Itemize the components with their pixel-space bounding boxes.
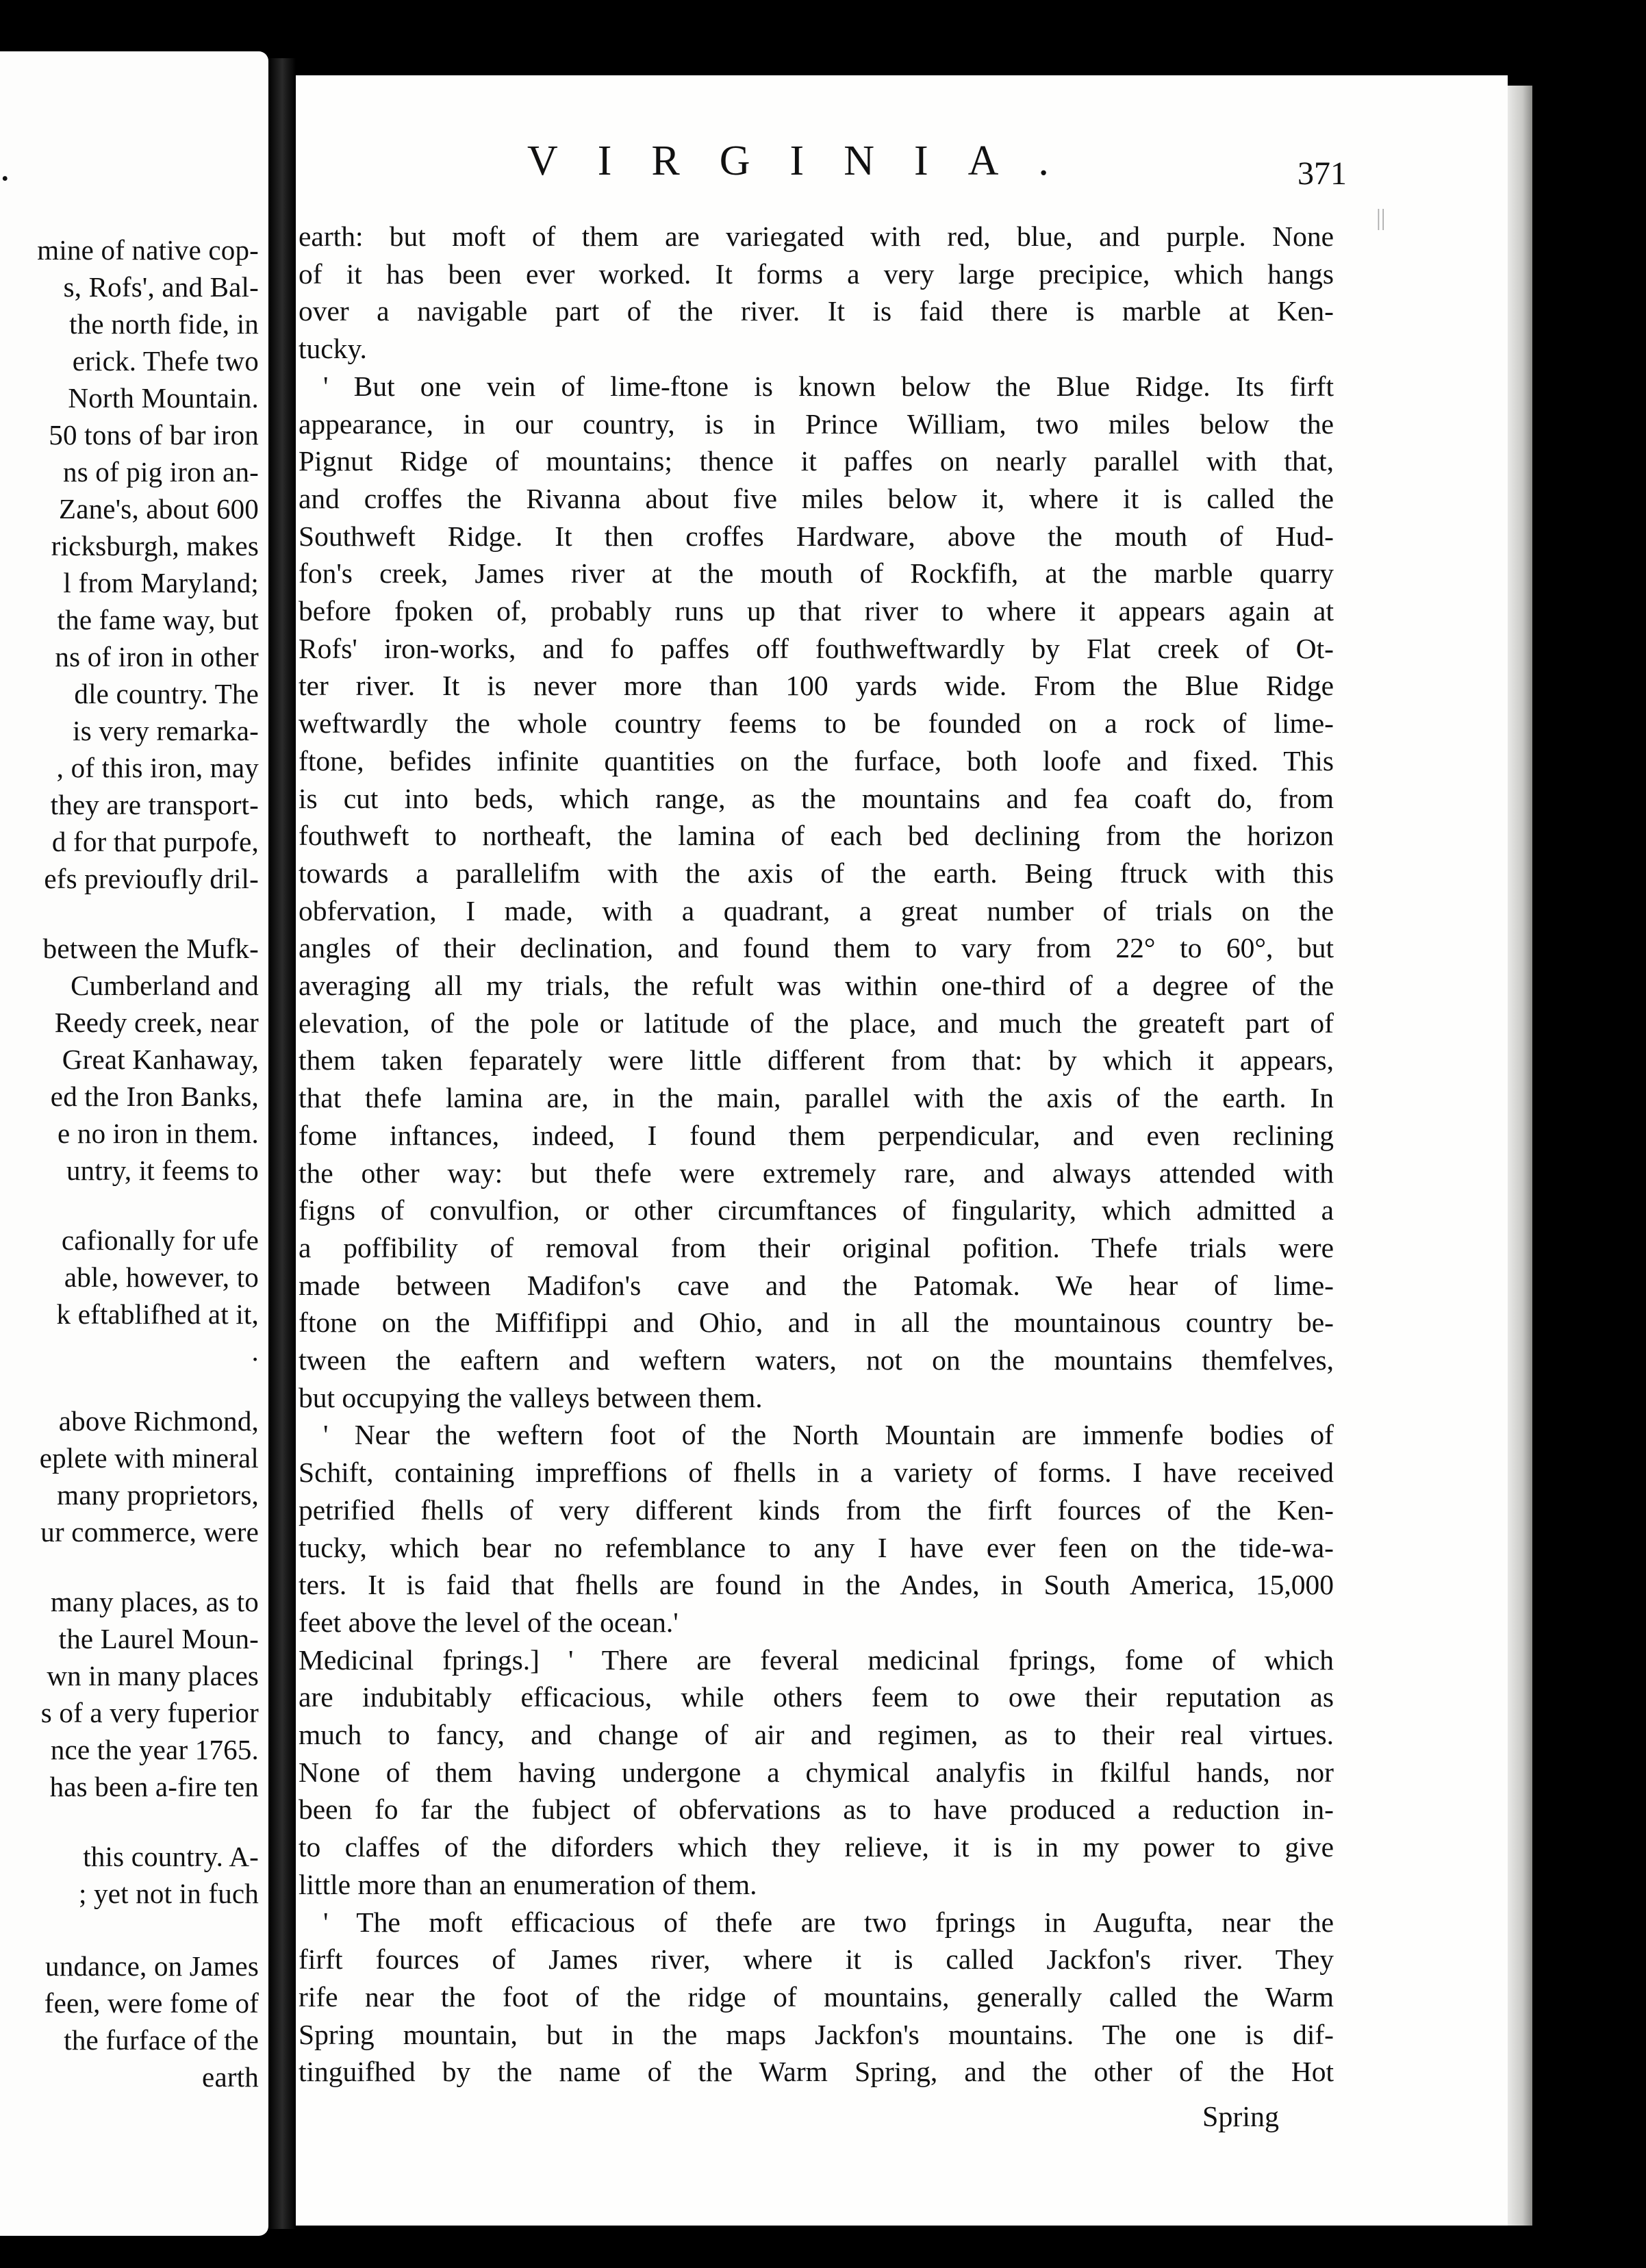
left-text-line: eplete with mineral: [39, 1442, 259, 1474]
body-text-line: much to fancy, and change of air and regimen, as to their real virtues.: [299, 1719, 1334, 1750]
left-text-line: .: [251, 1335, 259, 1367]
body-text-line: angles of their declination, and found them to vary from 22° to 60°, but: [299, 932, 1334, 963]
body-text-line: is cut into beds, which range, as the mountains and fea coaft do, from: [299, 783, 1334, 814]
body-text-line: ter river. It is never more than 100 yards wide. From the Blue Ridge: [299, 670, 1334, 701]
left-text-line: ed the Iron Banks,: [50, 1081, 259, 1112]
left-text-line: feen, were fome of: [44, 1987, 259, 2019]
left-text-line: ur commerce, were: [40, 1516, 259, 1548]
left-text-line: s of a very fuperior: [40, 1697, 259, 1728]
left-text-line: able, however, to: [64, 1261, 259, 1293]
body-text-line: ters. It is faid that fhells are found in the Andes, in South America, 15,000: [299, 1569, 1334, 1600]
left-page: [0, 51, 268, 2236]
body-text-line: Spring mountain, but in the maps Jackfon's mountains. The one is dif-: [299, 2019, 1334, 2050]
left-text-line: Cumberland and: [71, 970, 259, 1001]
left-text-line: s, Rofs', and Bal-: [63, 271, 259, 303]
body-text-line: petrified fhells of very different kinds from the firft fources of the Ken-: [299, 1494, 1334, 1526]
body-text-line: are indubitably efficacious, while others feem to owe their reputation as: [299, 1681, 1334, 1713]
catchword: Spring: [1202, 2102, 1280, 2133]
body-text-line: a poffibility of removal from their original pofition. Thefe trials were: [299, 1232, 1334, 1263]
page-number: 371: [1297, 155, 1347, 192]
body-text-line: them taken feparately were little different from that: by which it appears,: [299, 1044, 1334, 1076]
body-text-line: Rofs' iron-works, and fo paffes off fouthweftwardly by Flat creek of Ot-: [299, 633, 1334, 664]
body-text-line: tucky.: [299, 333, 367, 364]
body-text-line: firft fources of James river, where it is called Jackfon's river. They: [299, 1943, 1334, 1975]
left-text-line: , of this iron, may: [56, 752, 259, 783]
body-text-line: ' Near the weftern foot of the North Mountain are immenfe bodies of: [323, 1419, 1334, 1450]
body-text-line: that thefe lamina are, in the main, parallel with the axis of the earth. In: [299, 1082, 1334, 1113]
left-text-line: they are transport-: [50, 789, 259, 820]
body-text-line: ftone, befides infinite quantities on the furface, both loofe and fixed. This: [299, 745, 1334, 777]
body-text-line: the other way: but thefe were extremely rare, and always attended with: [299, 1157, 1334, 1189]
body-text-line: made between Madifon's cave and the Patomak. We hear of lime-: [299, 1270, 1334, 1301]
left-text-line: North Mountain.: [68, 382, 259, 414]
left-text-line: k eftablifhed at it,: [56, 1298, 259, 1330]
body-text-line: feet above the level of the ocean.': [299, 1606, 679, 1638]
left-text-line: Great Kanhaway,: [62, 1044, 259, 1075]
left-text-line: undance, on James: [45, 1950, 259, 1982]
body-text-line: appearance, in our country, is in Prince William, two miles below the: [299, 408, 1334, 440]
left-text-line: many proprietors,: [57, 1479, 259, 1511]
left-text-line: e no iron in them.: [58, 1118, 259, 1149]
body-text-line: averaging all my trials, the refult was within one-third of a degree of the: [299, 970, 1334, 1001]
left-text-line: wn in many places: [47, 1660, 259, 1691]
left-text-line: 50 tons of bar iron: [49, 419, 259, 451]
body-text-line: Pignut Ridge of mountains; thence it paffes on nearly parallel with that,: [299, 445, 1334, 477]
left-running-head-fragment: .: [0, 144, 10, 189]
left-text-line: between the Mufk-: [42, 933, 259, 964]
body-text-line: None of them having undergone a chymical analyfis in fkilful hands, nor: [299, 1756, 1334, 1788]
body-text-line: Schift, containing impreffions of fhells in a variety of forms. I have received: [299, 1457, 1334, 1488]
left-text-line: erick. Thefe two: [72, 345, 259, 377]
page-edge: [1508, 86, 1532, 2226]
body-text-line: figns of convulfion, or other circumftances of fingularity, which admitted a: [299, 1194, 1334, 1226]
left-text-line: this country. A-: [83, 1841, 259, 1872]
body-text-line: towards a parallelifm with the axis of the earth. Being ftruck with this: [299, 857, 1334, 889]
left-text-line: is very remarka-: [73, 715, 259, 746]
body-text-line: tucky, which bear no refemblance to any I have ever feen on the tide-wa-: [299, 1532, 1334, 1563]
body-text-line: but occupying the valleys between them.: [299, 1382, 763, 1413]
left-text-line: above Richmond,: [58, 1405, 259, 1437]
left-text-line: the fame way, but: [57, 604, 259, 635]
left-text-line: efs previoufly dril-: [44, 863, 259, 894]
left-text-line: dle country. The: [74, 678, 259, 709]
body-text-line: weftwardly the whole country feems to be founded on a rock of lime-: [299, 707, 1334, 739]
left-text-line: has been a-fire ten: [49, 1771, 259, 1802]
body-text-line: ' The moft efficacious of thefe are two fprings in Augufta, near the: [323, 1906, 1334, 1938]
margin-mark: ||: [1376, 205, 1386, 231]
body-text-line: rife near the foot of the ridge of mountains, generally called the Warm: [299, 1981, 1334, 2013]
left-text-line: nce the year 1765.: [50, 1734, 259, 1765]
body-text-line: fome inftances, indeed, I found them perpendicular, and even reclining: [299, 1120, 1334, 1151]
left-text-line: l from Maryland;: [63, 567, 259, 598]
left-text-line: the Laurel Moun-: [58, 1623, 259, 1654]
left-text-line: many places, as to: [50, 1586, 259, 1617]
body-text-line: before fpoken of, probably runs up that river to where it appears again at: [299, 595, 1334, 627]
left-text-line: the furface of the: [64, 2024, 259, 2056]
left-text-line: untry, it feems to: [66, 1155, 259, 1186]
body-text-line: obfervation, I made, with a quadrant, a great number of trials on the: [299, 895, 1334, 927]
book-gutter: [268, 58, 296, 2229]
body-text-line: elevation, of the pole or latitude of the place, and much the greateft part of: [299, 1007, 1334, 1039]
left-text-line: mine of native cop-: [37, 234, 259, 266]
body-text-line: been fo far the fubject of obfervations as to have produced a reduction in-: [299, 1793, 1334, 1825]
body-text-line: ' But one vein of lime-ftone is known below the Blue Ridge. Its firft: [323, 370, 1334, 402]
running-head: VIRGINIA.: [527, 138, 1089, 184]
body-text-line: Southweft Ridge. It then croffes Hardware, above the mouth of Hud-: [299, 520, 1334, 552]
body-text-line: over a navigable part of the river. It is faid there is marble at Ken-: [299, 295, 1334, 327]
left-text-line: d for that purpofe,: [51, 826, 259, 857]
left-text-line: the north fide, in: [69, 308, 259, 340]
left-text-line: Reedy creek, near: [54, 1007, 259, 1038]
body-text-line: little more than an enumeration of them.: [299, 1869, 757, 1900]
body-text-line: of it has been ever worked. It forms a very large precipice, which hangs: [299, 258, 1334, 290]
body-text-line: and croffes the Rivanna about five miles below it, where it is called the: [299, 483, 1334, 514]
body-text-line: to claffes of the diforders which they relieve, it is in my power to give: [299, 1831, 1334, 1863]
left-text-line: earth: [202, 2061, 259, 2093]
left-text-line: Zane's, about 600: [58, 493, 259, 525]
body-text-line: fon's creek, James river at the mouth of Rockfifh, at the marble quarry: [299, 557, 1334, 589]
left-text-line: cafionally for ufe: [61, 1224, 259, 1256]
left-text-line: ns of pig iron an-: [63, 456, 259, 488]
body-text-line: ftone on the Miffifippi and Ohio, and in all the mountainous country be-: [299, 1307, 1334, 1338]
left-text-line: ns of iron in other: [55, 641, 259, 672]
body-text-line: tween the eaftern and weftern waters, not on the mountains themfelves,: [299, 1344, 1334, 1376]
body-text-line: Medicinal fprings.] ' There are feveral medicinal fprings, fome of which: [299, 1644, 1334, 1676]
body-text-line: fouthweft to northeaft, the lamina of each bed declining from the horizon: [299, 820, 1334, 851]
left-text-line: ; yet not in fuch: [78, 1878, 259, 1909]
body-text-line: earth: but moft of them are variegated with red, blue, and purple. None: [299, 220, 1334, 252]
body-text-line: tinguifhed by the name of the Warm Spring, and the other of the Hot: [299, 2056, 1334, 2087]
left-text-line: ricksburgh, makes: [51, 530, 259, 562]
